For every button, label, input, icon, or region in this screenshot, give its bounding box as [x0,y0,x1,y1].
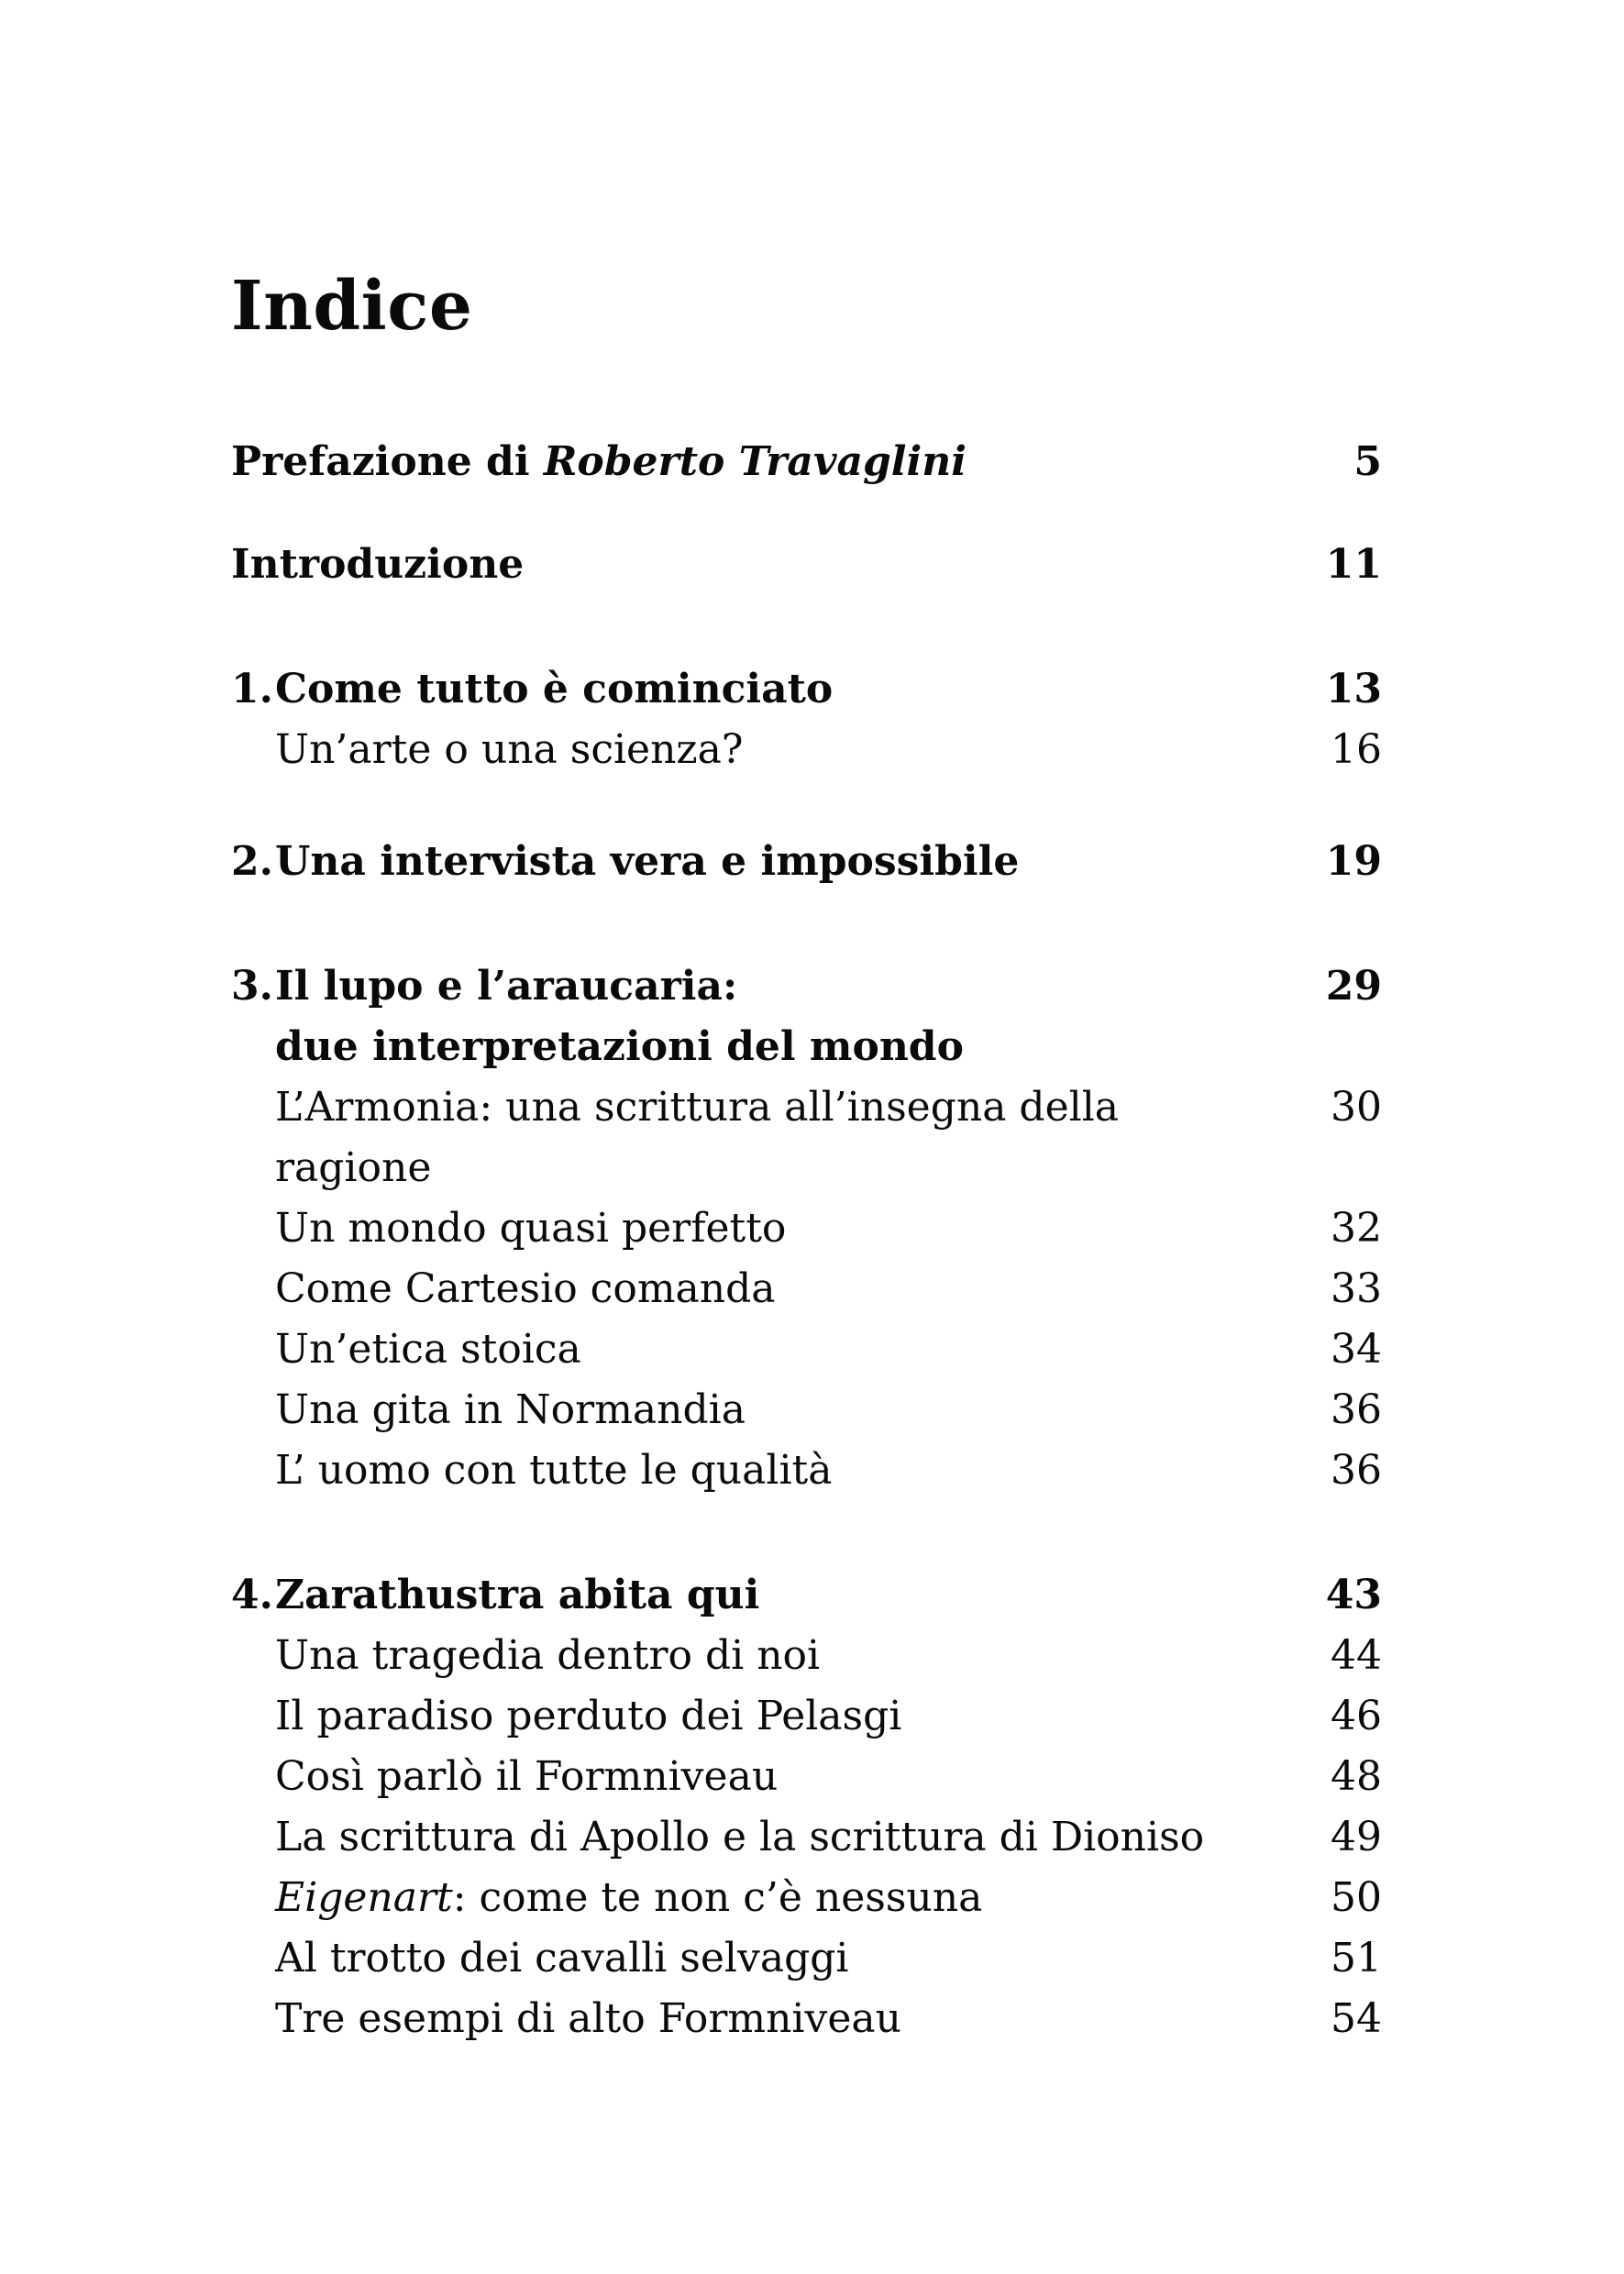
entry-label: Un’arte o una scienza? [275,726,744,774]
entry-label: Il paradiso perduto dei Pelasgi [275,1693,902,1740]
page-number: 34 [1331,1326,1382,1374]
chapter-number: 2. [231,838,273,886]
entry-label: L’Armonia: una scrittura all’insegna della ragione [275,1084,1120,1192]
page-number: 54 [1331,1995,1382,2043]
entry-label: Zarathustra abita qui [275,1572,760,1619]
page-number: 11 [1325,541,1382,589]
entry-label: Come Cartesio comanda [275,1265,776,1313]
entry-text-line2: due interpretazioni del mondo [275,1023,964,1071]
toc-row-chapter-3 [231,956,1382,1077]
toc-row-sub [231,1928,1382,1989]
entry-label: Un’etica stoica [275,1326,581,1374]
entry-label: L’ uomo con tutte le qualità [275,1447,833,1495]
toc-row-sub [231,1686,1382,1747]
toc-row-chapter-2 [231,832,1382,892]
toc-row-sub [231,1989,1382,2049]
toc-row-sub [231,1868,1382,1928]
toc-row-prefazione [231,432,1382,492]
page-number: 36 [1331,1386,1382,1434]
toc-row-introduzione [231,535,1382,595]
entry-label: Così parlò il Formniveau [275,1753,779,1801]
page-number: 43 [1325,1572,1382,1619]
entry-label [275,956,1290,1077]
toc-row-sub [231,1441,1382,1501]
page-number: 46 [1331,1693,1382,1740]
toc-row-sub [231,1807,1382,1868]
toc-row-sub [231,1077,1382,1198]
entry-text-italic: Roberto Travaglini [543,438,967,486]
entry-label: La scrittura di Apollo e la scrittura di Dioniso [275,1814,1205,1861]
page-number: 5 [1353,438,1382,486]
toc-row-sub [231,1747,1382,1807]
toc-row-sub [231,1319,1382,1380]
page-number: 51 [1331,1935,1382,1982]
chapter-number: 3. [231,963,273,1010]
entry-label: Al trotto dei cavalli selvaggi [275,1935,849,1982]
entry-label [231,432,1290,492]
page-number: 33 [1331,1265,1382,1313]
page-number: 36 [1331,1447,1382,1495]
toc-row-sub [231,1626,1382,1686]
entry-label: Un mondo quasi perfetto [275,1205,787,1253]
entry-label [231,1868,1290,1928]
page-number: 49 [1331,1814,1382,1861]
entry-label: Tre esempi di alto Formniveau [275,1995,901,2043]
table-of-contents [231,432,1382,2049]
toc-row-chapter-1 [231,659,1382,720]
page-number: 50 [1331,1874,1382,1922]
toc-row-sub [231,1259,1382,1319]
toc-row-sub [231,1380,1382,1441]
entry-text: Prefazione di [231,438,544,486]
page-number: 13 [1325,666,1382,713]
chapter-number: 1. [231,666,273,713]
entry-label: Introduzione [231,541,525,589]
entry-label: Una intervista vera e impossibile [275,838,1020,886]
toc-row-sub [231,720,1382,780]
entry-text-line1: Il lupo e l’araucaria: [275,963,738,1010]
page-number: 30 [1331,1084,1382,1131]
toc-row-sub [231,1198,1382,1259]
page-number: 48 [1331,1753,1382,1801]
entry-label: Una tragedia dentro di noi [275,1632,821,1680]
chapter-number: 4. [231,1572,273,1619]
toc-page [231,0,1382,2049]
page-number: 32 [1331,1205,1382,1253]
page-number: 16 [1331,726,1382,774]
page-number: 29 [1325,963,1382,1010]
toc-row-chapter-4 [231,1565,1382,1626]
entry-label: Come tutto è cominciato [275,666,834,713]
entry-text-italic: Eigenart [275,1874,453,1922]
page-number: 44 [1331,1632,1382,1680]
entry-text: : come te non c’è nessuna [452,1874,983,1922]
entry-label: Una gita in Normandia [275,1386,746,1434]
page-title: Indice [231,267,473,346]
page-number: 19 [1325,838,1382,886]
